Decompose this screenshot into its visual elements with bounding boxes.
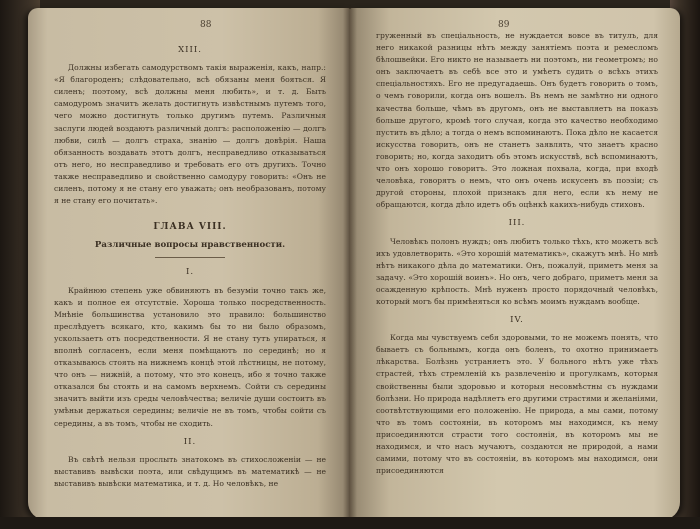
- paragraph: Когда мы чувствуемъ себя здоровыми, то не можемъ понять, что бываетъ съ больнымъ, когда онъ боленъ, то охотно принимаетъ лѣкарства. Болѣзнь устраняетъ это. У больного нѣтъ уже тѣхъ страстей, тѣхъ стремленій къ развлеченію и прогулкамъ, которыя свойственны были здоровью и которыя несовмѣстны съ нуждами болѣзни. Но природа надѣляетъ его другими страстями и желаніями, соотвѣтствующими его положенію. Не природа, а мы сами, потому что въ томъ состояніи, въ которомъ мы находимся, къ нему присоединяются страсти того состоянія, въ которомъ мы не находимся, и что насъ мучаютъ, создаются не природой, а нами самими, потому что въ состояніи, въ которомъ мы находимся, они присоединяются: [376, 333, 658, 476]
- section-heading: III.: [508, 218, 526, 229]
- chapter-subtitle: Различные вопросы нравственности.: [94, 240, 286, 251]
- section-heading: II.: [183, 436, 197, 447]
- paragraph: Крайнюю степень уже обвиняютъ въ безуміи точно такъ же, какъ и полное ея отсутствіе. Хороша только посредственность. Мнѣніе большинства установило это правило: большинство преслѣдуетъ всякаго, кто, какимъ бы то ни было образомъ, ускользаетъ отъ посредственности. Я не стану тутъ упираться, я вполнѣ согласенъ, если меня помѣщаютъ по серединѣ; но я отказываюсь стоять на нижнемъ концѣ этой лѣстницы, не потому, что онъ — нижній, а потому, что это конецъ, ибо я точно также отказался бы стоять и на самомъ верхнемъ. Сойти съ середины значитъ выйти изъ среды человѣчества; величіе души состоитъ въ умѣньи держаться середины; величіе не въ томъ, чтобы сойти съ середины, а въ томъ, чтобы не сходить.: [54, 285, 326, 428]
- paragraph: Должны избегать самодурствомъ такія выраженія, какъ, напр.: «Я благороденъ; слѣдовательно, всѣ обязаны меня бояться. Я силенъ; поэтому, всѣ должны меня любить», и т. д. Быть самодуромъ значитъ желать достигнуть извѣстнымъ путемъ того, чего можно достигнуть только другимъ путемъ. Различныя заслуги людей воздаютъ различный долгъ: расположенію — долгъ любви, силѣ — долгъ страха, знанію — долгъ довѣрія. Наша обязанность воздавать этотъ долгъ, несправедливо отказываться отъ него, но несправедливо и требовать его отъ другихъ. Точно также несправедливо и свойственно самодуру говорить: «Онъ не силенъ, потому я не стану его уважать; онъ необразованъ, потому я не стану его почитать».: [54, 63, 326, 206]
- section-heading: XIII.: [178, 45, 202, 55]
- section-heading: IV.: [510, 315, 524, 326]
- chapter-heading: ГЛАВА VIII.: [153, 222, 227, 233]
- page-number: 89: [498, 20, 510, 30]
- paragraph: Въ свѣтѣ нельзя прослыть знатокомъ въ стихосложеніи — не выставивъ вывѣски поэта, или свѣдущимъ въ математикѣ — не выставивъ вывѣски математика, и т. д. Но человѣкъ, не: [54, 454, 326, 488]
- page-number: 88: [200, 20, 212, 30]
- right-page-text: [376, 30, 658, 477]
- left-page-text: [54, 38, 326, 490]
- left-page: [28, 8, 350, 520]
- paragraph: Человѣкъ полонъ нуждъ; онъ любитъ только тѣхъ, кто можетъ всѣ ихъ удовлетворить. «Это хорошій математикъ», скажутъ мнѣ. Но мнѣ нѣтъ никакого дѣла до математики. Онъ, пожалуй, приметъ меня за задачу. «Это хорошій воинъ». Но онъ, чего добраго, приметъ меня за осажденную крѣпость. Мнѣ нуженъ просто порядочный человѣкъ, который могъ бы примѣняться ко всѣмъ моимъ нуждамъ вообще.: [376, 236, 658, 306]
- divider: [155, 257, 225, 258]
- book-gutter: [343, 8, 357, 520]
- section-heading: I.: [185, 267, 195, 278]
- paragraph: груженный въ спеціальность, не нуждается вовсе въ титулъ, для него никакой разницы нѣтъ между занятіемъ поэта и ремесломъ бѣлошвейки. Его никто не называетъ ни поэтомъ, ни геометромъ; но онъ заключаетъ въ себѣ все это и умѣетъ судить о всѣхъ этихъ спеціальностяхъ. Его не предугадаешь. Онъ будетъ говорить о томъ, о чемъ говорили, когда онъ вошелъ. Въ немъ не замѣтно ни одного качества больше, чѣмъ въ другомъ, онъ не выставляетъ на показъ больше другого, кромѣ того случая, когда это качество необходимо пустить въ дѣло; а тогда о немъ вспоминаютъ. Пока дѣло не касается искусства говорить, онъ не станетъ заявлять, что знаетъ красно говорить; но, когда заходитъ объ этомъ искусствѣ, всѣ вспоминаютъ, что онъ хорошо говоритъ. Это ложная похвала, когда, при входѣ человѣка, говорятъ о немъ, что онъ очень искусенъ въ поэзіи; съ другой стороны, плохой признакъ для него, если къ нему не обращаются, когда дѣло идетъ объ оцѣнкѣ какихъ-нибудь стиховъ.: [376, 31, 658, 210]
- table-surface: [0, 517, 700, 529]
- right-page: [350, 8, 680, 520]
